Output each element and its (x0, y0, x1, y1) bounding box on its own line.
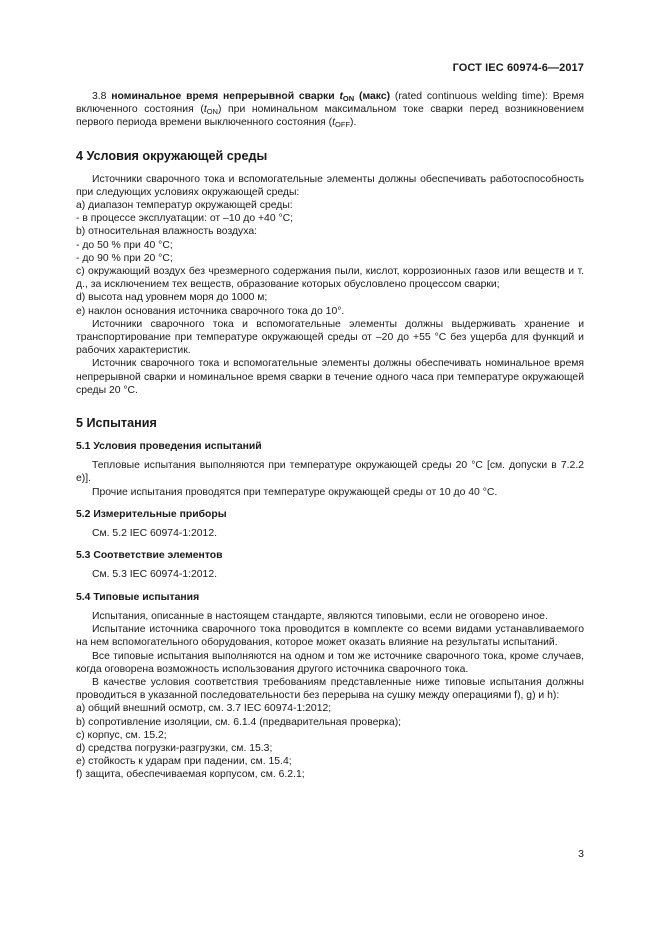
s54-list-item: d) средства погрузки-разгрузки, см. 15.3; (76, 742, 273, 754)
s4-item-b2: - до 90 % при 20 °С; (76, 252, 173, 264)
s54-list-item: с) корпус, см. 15.2; (76, 729, 167, 741)
s4-para-2: Источники сварочного тока и вспомогательные элементы должны выдерживать хранение и транспортирование при температуре окружающей среды от –20 до +55 °С без ущерба для функций и рабочих характеристик. (76, 318, 584, 357)
s51-para-2: Прочие испытания проводятся при температуре окружающей среды от 10 до 40 °С. (92, 486, 498, 498)
clause-3-8: 3.8 номинальное время непрерывной сварки $t_{ON}$ (макс) (rated continuous welding time): Время включенного состояния $(t_{ON})$ при номинальном максимальном токе сварки перед возникновением первого периода времени выключенного состояния $(t_{OFF})$. (76, 91, 584, 130)
s53-para: См. 5.3 IEC 60974-1:2012. (92, 569, 217, 581)
s4-para-1: Источники сварочного тока и вспомогательные элементы должны обеспечивать работоспособность при следующих условиях окружающей среды: (76, 173, 584, 198)
s54-list-item: е) стойкость к ударам при падении, см. 15.4; (76, 756, 292, 768)
clause-number: 3.8 (92, 91, 107, 102)
s4-para-3: Источник сварочного тока и вспомогательные элементы должны обеспечивать номинальное время непрерывной сварки и номинальное время сварки в течение одного часа при температуре окружающей среды 20 °С. (76, 358, 584, 396)
page-content (76, 90, 584, 782)
section-5-4-title: 5.4 Типовые испытания (76, 591, 200, 603)
s4-item-a1: - в процессе эксплуатации: от –10 до +40 °С; (76, 213, 294, 225)
section-5-1-title: 5.1 Условия проведения испытаний (76, 441, 262, 453)
s4-item-c: с) окружающий воздух без чрезмерного содержания пыли, кислот, коррозионных газов или веществ и т. д., за исключением тех веществ, образование которых обусловлено процессом сварки; (76, 266, 584, 291)
s54-para-2: Испытание источника сварочного тока проводится в комплекте со всеми видами устанавливаемого на нем вспомогательного оборудования, которое может оказать влияние на результаты испытаний. (76, 624, 584, 649)
s52-para: См. 5.2 IEC 60974-1:2012. (92, 528, 217, 540)
s54-list-item: а) общий внешний осмотр, см. 3.7 IEC 60974-1:2012; (76, 703, 332, 715)
term-bold: номинальное время непрерывной сварки $t_{ON}$ (макс) (111, 91, 391, 103)
section-5-3-title: 5.3 Соответствие элементов (76, 550, 223, 562)
s54-list-item: f) защита, обеспечиваемая корпусом, см. 6.2.1; (76, 769, 305, 781)
s4-item-e: е) наклон основания источника сварочного тока до 10°. (76, 305, 345, 317)
s51-para-1: Тепловые испытания выполняются при температуре окружающей среды 20 °С [см. допуски в 7.2.2 е)]. (76, 460, 584, 485)
s4-item-d: d) высота над уровнем моря до 1000 м; (76, 292, 268, 304)
s54-para-3: Все типовые испытания выполняются на одном и том же источнике сварочного тока, кроме случаев, когда оговорена возможность использования другого источника сварочного тока. (76, 650, 584, 675)
page-number: 3 (578, 848, 584, 860)
section-4-title: 4 Условия окружающей среды (76, 148, 268, 163)
s54-para-4: В качестве условия соответствия требованиям представленные ниже типовые испытания должны проводиться в указанной последовательности без перерыва на сушку между операциями f), g) и h): (76, 676, 584, 702)
s4-item-a: а) диапазон температур окружающей среды: (76, 200, 293, 212)
section-5-2-title: 5.2 Измерительные приборы (76, 508, 227, 520)
s54-list-item: b) сопротивление изоляции, см. 6.1.4 (предварительная проверка); (76, 716, 402, 728)
s4-item-b1: - до 50 % при 40 °С; (76, 239, 173, 251)
section-5-title: 5 Испытания (76, 416, 157, 431)
s4-item-b: b) относительная влажность воздуха: (76, 226, 257, 238)
s54-para-1: Испытания, описанные в настоящем стандарте, являются типовыми, если не оговорено иное. (92, 610, 548, 622)
doc-header: ГОСТ IEC 60974-6—2017 (452, 62, 584, 74)
